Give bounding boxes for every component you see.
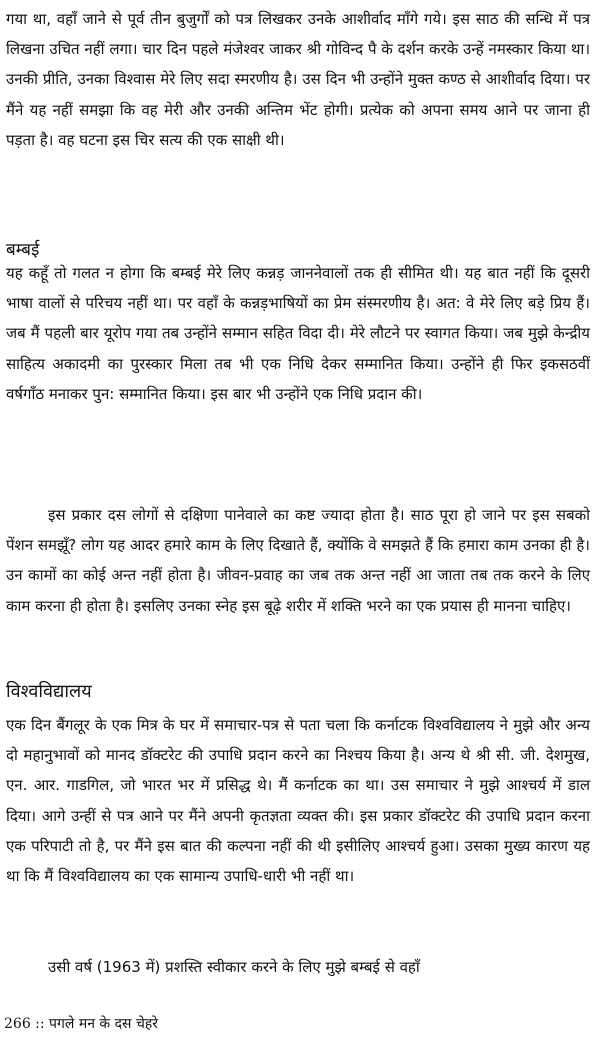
paragraph-bombay: यह कहूँ तो गलत न होगा कि बम्बई मेरे लिए कन्नड़ जाननेवालों तक ही सीमित थी। यह बात नहीं कि दूसरी भाषा वालों से परिचय नहीं था। पर वहाँ के कन्नड़भाषियों का प्रेम संस्मरणीय है। अत: वे मेरे लिए बड़े प्रिय हैं। जब मैं पहली बार यूरोप गया तब उन्होंने सम्मान सहित विदा दी। मेरे लौटने पर स्वागत किया। जब मुझे केन्द्रीय साहित्य अकादमी का पुरस्कार मिला तब भी एक निधि देकर सम्मानित किया। उन्होंने ही फिर इकसठवीं वर्षगाँठ मनाकर पुन: सम्मानित किया। इस बार भी उन्होंने एक निधि प्रदान की। [6,264,590,403]
page-footer: 266 :: पगले मन के दस चेहरे [4,1016,159,1032]
paragraph-intro: गया था, वहाँ जाने से पूर्व तीन बुजुर्गों को पत्र लिखकर उनके आशीर्वाद माँगे गये। इस साठ की सन्धि में पत्र लिखना उचित नहीं लगा। चार दिन पहले मंजेश्वर जाकर श्री गोविन्द पै के दर्शन करके उन्हें नमस्कार किया था। उनकी प्रीति, उनका विश्वास मेरे लिए सदा स्मरणीय है। उस दिन भी उन्होंने मुक्त कण्ठ से आशीर्वाद दिया। पर मैंने यह नहीं समझा कि वह मेरी और उनकी अन्तिम भेंट होगी। प्रत्येक को अपना समय आने पर जाना ही पड़ता है। वह घटना इस चिर सत्य की एक साक्षी थी। [6,10,590,149]
paragraph-university: एक दिन बैंगलूर के एक मित्र के घर में समाचार-पत्र से पता चला कि कर्नाटक विश्वविद्यालय ने मुझे और अन्य दो महानुभावों को मानद डॉक्टरेट की उपाधि प्रदान करने का निश्चय किया है। अन्य थे श्री सी. जी. देशमुख, एन. आर. गाडगिल, जो भारत भर में प्रसिद्ध थे। मैं कर्नाटक का था। उस समाचार ने मुझे आश्चर्य में डाल दिया। आगे उन्हीं से पत्र आने पर मैंने अपनी कृतज्ञता व्यक्त की। इस प्रकार डॉक्टरेट की उपाधि प्रदान करना एक परिपाटी तो है, पर मैंने इस बात की कल्पना नहीं की थी इसीलिए आश्चर्य हुआ। उसका मुख्य कारण यह था कि मैं विश्वविद्यालय का एक सामान्य उपाधि-धारी भी नहीं था। [6,716,590,886]
paragraph-bombay-continued: इस प्रकार दस लोगों से दक्षिणा पानेवाले का कष्ट ज्यादा होता है। साठ पूरा हो जाने पर इस सबको पेंशन समझूँ? लोग यह आदर हमारे काम के लिए दिखाते हैं, क्योंकि वे समझते हैं कि हमारा काम उनका ही है। उन कामों का कोई अन्त नहीं होता है। जीवन-प्रवाह का जब तक अन्त नहीं आ जाता तब तक करने के लिए काम करना ही होता है। इसलिए उनका स्नेह इस बूढ़े शरीर में शक्ति भरने का एक प्रयास ही मानना चाहिए। [6,506,590,615]
section-heading-university: विश्वविद्यालय [6,681,92,702]
section-heading-bombay: बम्बई [6,240,40,260]
paragraph-university-continued: उसी वर्ष (1963 में) प्रशस्ति स्वीकार करने के लिए मुझे बम्बई से वहाँ [48,958,420,976]
